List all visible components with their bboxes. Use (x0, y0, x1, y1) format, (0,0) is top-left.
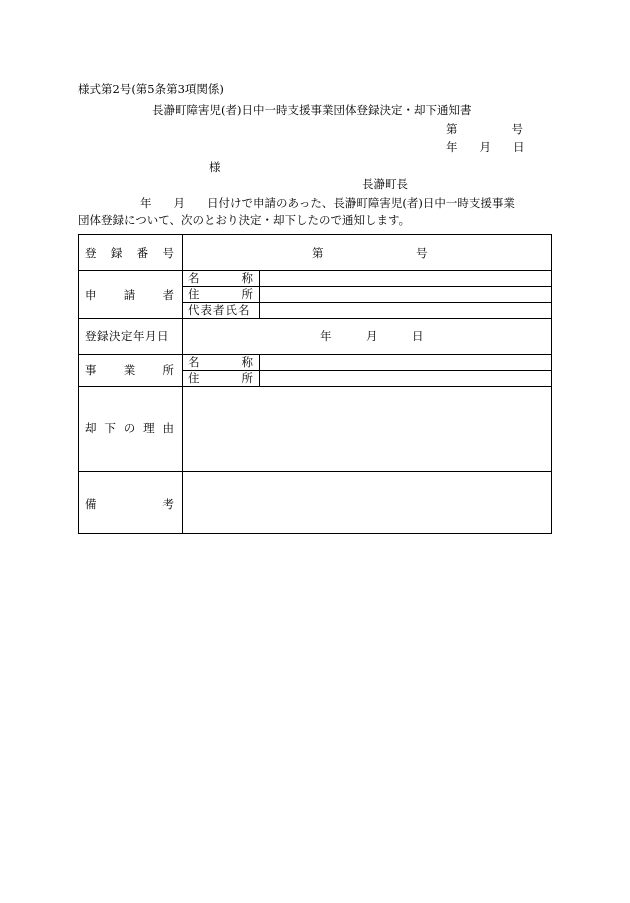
row-divider (79, 354, 551, 355)
issuer: 長瀞町長 (362, 177, 408, 191)
row-divider (79, 386, 551, 387)
office-name-label: 名 称 (188, 355, 253, 369)
notice-date-line (446, 140, 525, 154)
notice-number-line (446, 122, 523, 136)
body-year: 年 (140, 196, 152, 210)
notice-date-year: 年 (446, 140, 458, 154)
body-text-1: 日付けで申請のあった、長瀞町障害児(者)日中一時支援事業 (207, 196, 515, 210)
decision-table (78, 234, 552, 534)
applicant-name-label: 名 称 (188, 271, 253, 285)
body-line-1 (140, 196, 515, 210)
row-divider (79, 270, 551, 271)
decision-month: 月 (366, 329, 378, 343)
sub-column-divider (259, 354, 260, 386)
sub-column-divider (259, 270, 260, 318)
notice-number-suffix: 号 (511, 122, 523, 136)
form-number: 様式第2号(第5条第3項関係) (78, 82, 224, 96)
document-title: 長瀞町障害児(者)日中一時支援事業団体登録決定・却下通知書 (152, 103, 472, 117)
notice-number-prefix: 第 (446, 122, 458, 136)
row-divider (79, 318, 551, 319)
label-column-divider (182, 235, 183, 533)
registration-number-suffix: 号 (416, 246, 428, 260)
decision-day: 日 (412, 329, 424, 343)
remarks-label: 備 考 (85, 497, 174, 511)
representative-label: 代表者氏名 (188, 303, 251, 317)
body-line-2: 団体登録について、次のとおり決定・却下したので通知します。 (78, 213, 411, 227)
office-address-label: 住 所 (188, 371, 253, 385)
body-month: 月 (173, 196, 185, 210)
rejection-reason-label: 却 下 の 理 由 (85, 421, 174, 435)
notice-date-day: 日 (513, 140, 525, 154)
addressee-suffix: 様 (209, 160, 221, 174)
notice-date-month: 月 (479, 140, 491, 154)
applicant-address-label: 住 所 (188, 287, 253, 301)
applicant-label: 申 請 者 (85, 288, 174, 302)
registration-number-prefix: 第 (312, 246, 324, 260)
registration-number-label: 登 録 番 号 (85, 246, 174, 260)
decision-year: 年 (320, 329, 332, 343)
row-divider (79, 471, 551, 472)
decision-date-label: 登録決定年月日 (85, 329, 169, 343)
office-label: 事 業 所 (85, 363, 174, 377)
